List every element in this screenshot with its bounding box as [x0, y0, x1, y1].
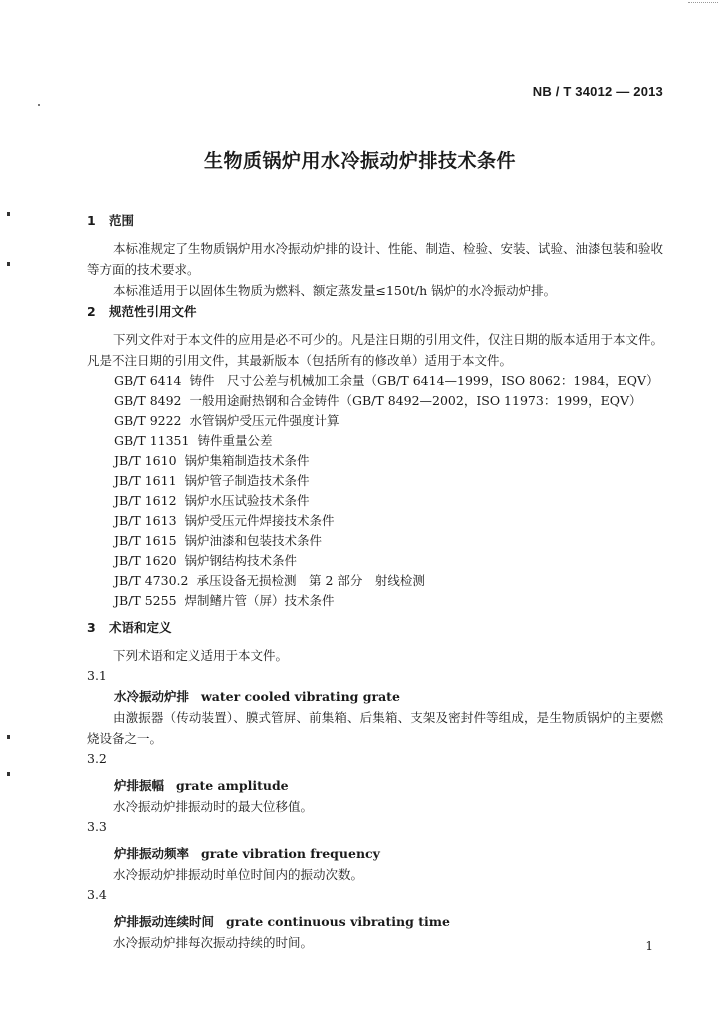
reference-title: 焊制鳍片管（屏）技术条件 [184, 593, 335, 608]
reference-title: 锅炉集箱制造技术条件 [184, 453, 310, 468]
term-definition: 由激振器（传动装置）、膜式管屏、前集箱、后集箱、支架及密封件等组成，是生物质锅炉的主要燃烧设备之一。 [87, 710, 663, 746]
reference-code: JB/T 1610 [114, 453, 177, 468]
term-name-cn: 炉排振动连续时间 [114, 914, 215, 929]
reference-item [114, 371, 663, 391]
reference-item [114, 591, 663, 611]
reference-item [114, 531, 663, 551]
normative-refs-intro: 下列文件对于本文件的应用是必不可少的。凡是注日期的引用文件，仅注日期的版本适用于本文件。凡是不注日期的引用文件，其最新版本（包括所有的修改单）适用于本文件。 [87, 332, 664, 368]
reference-code: JB/T 1611 [114, 473, 177, 488]
reference-code: JB/T 1615 [114, 533, 177, 548]
term-definition: 水冷振动炉排每次振动持续的时间。 [113, 935, 314, 950]
section-heading-normative-refs [87, 301, 663, 323]
term-name-en: grate vibration frequency [201, 846, 380, 861]
section-number: 1 [87, 213, 96, 228]
term-number: 3.1 [87, 668, 107, 683]
term-name [114, 911, 663, 932]
reference-item [114, 511, 663, 531]
reference-item [114, 411, 663, 431]
reference-title: 一般用途耐热钢和合金铸件（GB/T 8492—2002，ISO 11973：1999，EQV） [189, 393, 642, 408]
term-name-cn: 炉排振动频率 [114, 846, 190, 861]
reference-item [114, 491, 663, 511]
reference-code: JB/T 1612 [114, 493, 177, 508]
section-title: 范围 [109, 213, 135, 228]
scan-margin-dot [7, 772, 10, 776]
reference-item [114, 431, 663, 451]
reference-title: 锅炉受压元件焊接技术条件 [184, 513, 335, 528]
reference-code: GB/T 11351 [114, 433, 190, 448]
reference-item [114, 451, 663, 471]
reference-code: JB/T 1620 [114, 553, 177, 568]
term-name [114, 775, 663, 796]
reference-code: JB/T 4730.2 [114, 573, 189, 588]
reference-title: 锅炉油漆和包装技术条件 [184, 533, 323, 548]
reference-title: 承压设备无损检测 第 2 部分 射线检测 [196, 573, 425, 588]
page-number: 1 [645, 939, 653, 953]
scope-paragraph: 本标准适用于以固体生物质为燃料、额定蒸发量≤150t/h 锅炉的水冷振动炉排。 [113, 283, 557, 298]
reference-title: 铸件重量公差 [197, 433, 273, 448]
reference-title: 锅炉水压试验技术条件 [184, 493, 310, 508]
reference-item [114, 551, 663, 571]
scope-paragraph: 本标准规定了生物质锅炉用水冷振动炉排的设计、性能、制造、检验、安装、试验、油漆包装和验收等方面的技术要求。 [87, 241, 664, 277]
term-number: 3.2 [87, 751, 107, 766]
section-number: 3 [87, 620, 96, 635]
reference-code: JB/T 1613 [114, 513, 177, 528]
term-name-en: grate continuous vibrating time [226, 914, 450, 929]
reference-title: 水管锅炉受压元件强度计算 [189, 413, 340, 428]
term-definition: 水冷振动炉排振动时的最大位移值。 [113, 799, 314, 814]
reference-title: 铸件 尺寸公差与机械加工余量（GB/T 6414—1999，ISO 8062：1984，EQV） [189, 373, 659, 388]
reference-code: GB/T 9222 [114, 413, 182, 428]
term-name [114, 843, 663, 864]
scan-margin-dot [7, 212, 10, 216]
document-title: 生物质锅炉用水冷振动炉排技术条件 [203, 150, 516, 172]
reference-code: GB/T 6414 [114, 373, 182, 388]
section-heading-scope [87, 210, 663, 232]
term-number: 3.4 [87, 887, 107, 902]
reference-title: 锅炉管子制造技术条件 [184, 473, 310, 488]
scan-corner-mark [688, 2, 718, 4]
term-name-cn: 水冷振动炉排 [114, 689, 190, 704]
term-number: 3.3 [87, 819, 107, 834]
section-title: 规范性引用文件 [109, 304, 197, 319]
term-definition: 水冷振动炉排振动时单位时间内的振动次数。 [113, 867, 364, 882]
scan-speck [38, 104, 40, 106]
section-title: 术语和定义 [109, 620, 172, 635]
scan-margin-dot [7, 262, 10, 266]
scan-margin-dot [7, 735, 10, 739]
term-name-cn: 炉排振幅 [114, 778, 165, 793]
reference-title: 锅炉钢结构技术条件 [184, 553, 298, 568]
section-heading-terms [87, 617, 663, 639]
standard-code: NB / T 34012 — 2013 [532, 84, 663, 99]
term-name [114, 686, 663, 707]
term-name-en: water cooled vibrating grate [201, 689, 400, 704]
section-number: 2 [87, 304, 96, 319]
document-body [87, 210, 663, 953]
reference-code: GB/T 8492 [114, 393, 182, 408]
terms-intro: 下列术语和定义适用于本文件。 [113, 648, 289, 663]
reference-code: JB/T 5255 [114, 593, 177, 608]
reference-item [114, 471, 663, 491]
reference-item [114, 571, 663, 591]
term-name-en: grate amplitude [176, 778, 289, 793]
reference-item [114, 391, 663, 411]
